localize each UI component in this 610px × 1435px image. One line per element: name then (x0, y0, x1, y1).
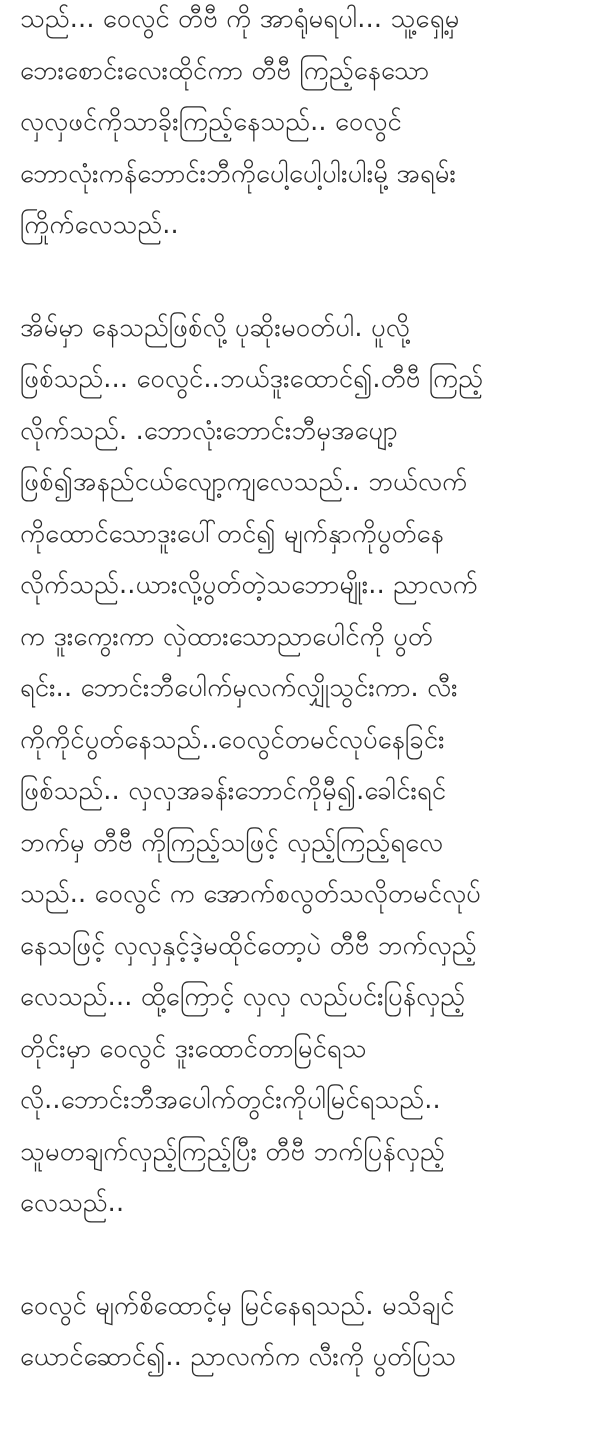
text-line: ဘက်မှ တီဗီ ကိုကြည့်သဖြင့် လှည့်ကြည့်ရလေ (20, 827, 444, 858)
text-line: လေသည်... ထို့ကြောင့် လှလှ လည်ပင်းပြန်လှည့် (20, 982, 466, 1012)
text-line: ရင်း.. ဘောင်းဘီပေါက်မှလက်လျှိုသွင်းကာ. လီး (20, 673, 458, 703)
text-line: ယောင်ဆောင်၍.. ညာလက်က လီးကို ပွတ်ပြသ (20, 1342, 457, 1372)
text-line: သူမတချက်လှည့်ကြည့်ပြီး တီဗီ ဘက်ပြန်လှည့် (20, 1136, 445, 1167)
text-line: သည်.. ဝေလွင် က အောက်စလွတ်သလိုတမင်လုပ် (20, 879, 481, 909)
text-line: နေသဖြင့် လှလှနှင့်ဒဲ့မထိုင်တော့ပဲ တီဗီ ဘက်လှည့် (20, 930, 477, 961)
text-line: လှလှဖင်ကိုသာခိုးကြည့်နေသည်.. ဝေလွင် (20, 107, 402, 137)
text-line: ဘေးစောင်းလေးထိုင်ကာ တီဗီ ကြည့်နေသော (20, 55, 430, 86)
text-line: အိမ်မှာ နေသည်ဖြစ်လို့ ပုဆိုးမဝတ်ပါ. ပူလို့ (20, 312, 410, 343)
text-line: ဝေလွင် မျက်စိထောင့်မှ မြင်နေရသည်. မသိချင် (20, 1290, 455, 1321)
text-line: ဖြစ်သည်... ဝေလွင်..ဘယ်ဒူးထောင်၍.တီဗီ ကြည့် (20, 364, 484, 394)
text-line: လိုက်သည်..ယားလို့ပွတ်တဲ့သဘောမျိုး.. ညာလက် (20, 570, 478, 600)
text-line: လေသည်.. (20, 1188, 125, 1218)
paragraph (20, 303, 596, 1230)
text-line: က ဒူးကွေးကာ လှဲထားသောညာပေါင်ကို ပွတ် (20, 621, 433, 652)
text-line: လိုက်သည်. .ဘောလုံးဘောင်းဘီမှအပျော့ (20, 415, 398, 446)
paragraph (20, 1281, 596, 1384)
text-line: ဖြစ်၍အနည်ငယ်လျော့ကျလေသည်.. ဘယ်လက် (20, 467, 468, 497)
text-line: ကိုထောင်သောဒူးပေါ်တင်၍ မျက်နှာကိုပွတ်နေ (20, 518, 444, 549)
text-line: လို..ဘောင်းဘီအပေါက်တွင်းကိုပါမြင်ရသည်.. (20, 1085, 441, 1115)
text-line: ကိုကိုင်ပွတ်နေသည်..ဝေလွင်တမင်လုပ်နေခြင်း (20, 724, 445, 755)
text-line: ဖြစ်သည်.. လှလှအခန်းဘောင်ကိုမှီ၍.ခေါင်းရင် (20, 776, 447, 806)
text-line: ကြိုက်လေသည်.. (20, 210, 179, 240)
text-line: သည်... ဝေလွင် တီဗီ ကို အာရုံမရပါ... သူ့ရှေ့မှ (20, 4, 460, 34)
text-line: ဘောလုံးကန်ဘောင်းဘီကိုပေါ့ပေါ့ပါးပါးမို့ အရမ်း (20, 158, 457, 189)
text-line: တိုင်းမှာ ဝေလွင် ဒူးထောင်တာမြင်ရသ (20, 1033, 367, 1064)
paragraph (20, 0, 596, 252)
